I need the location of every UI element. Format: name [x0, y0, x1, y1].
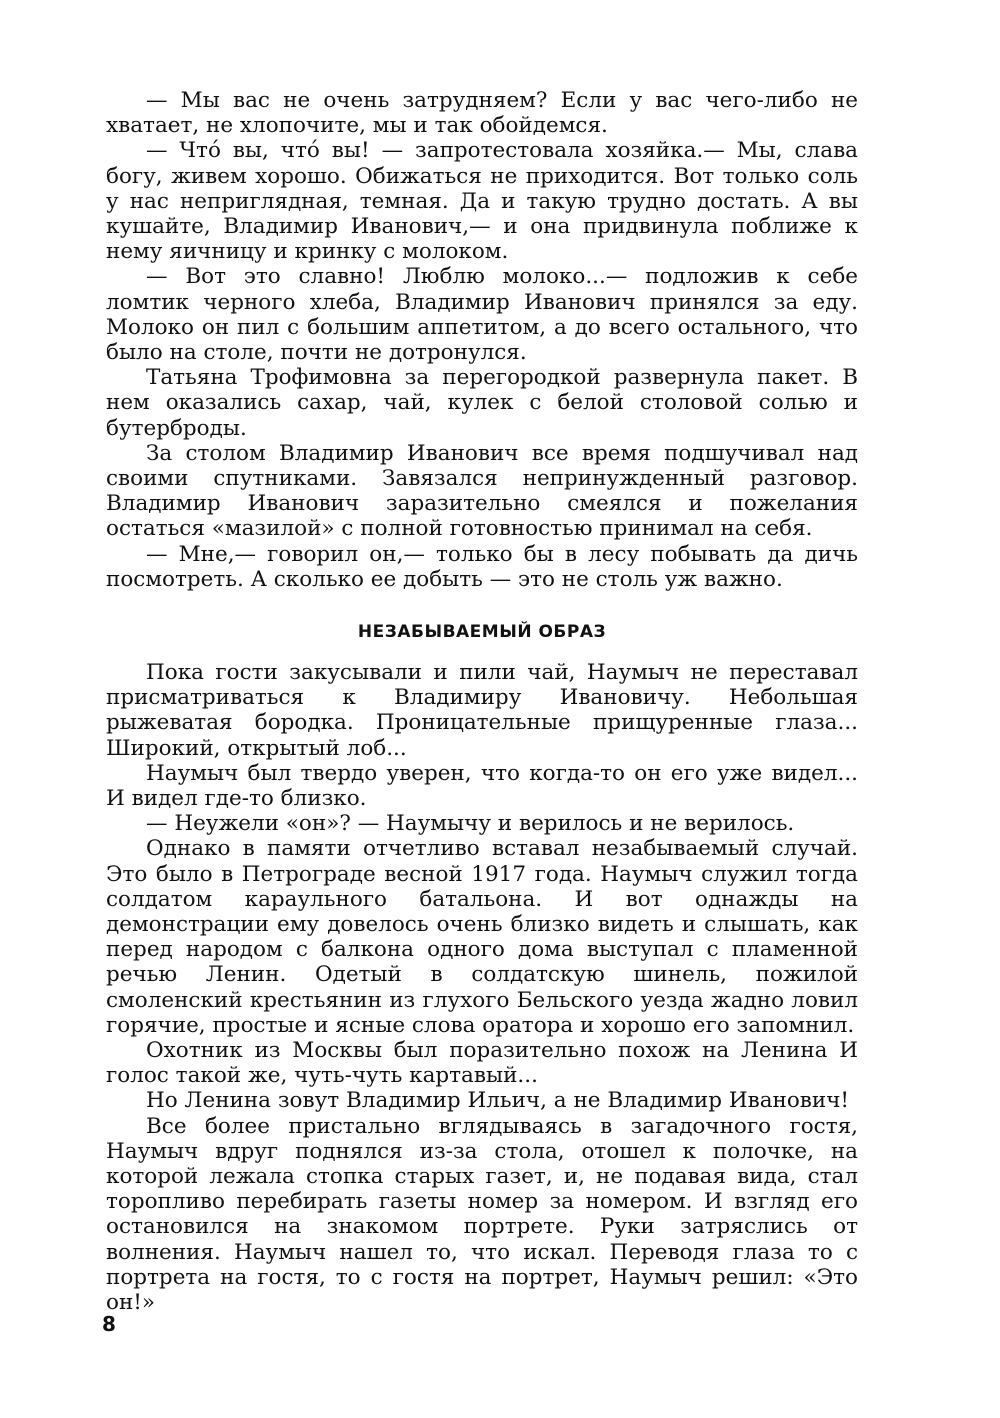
- page-number: 8: [102, 1312, 116, 1336]
- paragraph: Татьяна Трофимовна за перегородкой развернула пакет. В нем оказались сахар, чай, кулек с белой столовой солью и бутерброды.: [106, 365, 858, 441]
- paragraph: Но Ленина зовут Владимир Ильич, а не Владимир Иванович!: [146, 1088, 850, 1114]
- text-section-2: [106, 660, 858, 1315]
- paragraph: Охотник из Москвы был поразительно похож на Ленина И голос такой же, чуть-чуть картавый...: [106, 1038, 858, 1089]
- paragraph: За столом Владимир Иванович все время подшучивал над своими спутниками. Завязался непринужденный разговор. Владимир Иванович заразительно смеялся и пожелания остаться «мазилой» с полной готовностью принимал на себя.: [106, 440, 858, 542]
- paragraph: Однако в памяти отчетливо вставал незабываемый случай. Это было в Петрограде весной 1917 года. Наумыч служил тогда солдатом караульного батальона. И вот однажды на демонстрации ему довелось очень близко видеть и слышать, как перед народом с балкона одного дома выступал с пламенной речью Ленин. Одетый в солдатскую шинель, пожилой смоленский крестьянин из глухого Бельского уезда жадно ловил горячие, простые и ясные слова оратора и хорошо его запомнил.: [106, 836, 858, 1038]
- paragraph: — Неужели «он»? — Наумычу и верилось и не верилось.: [146, 811, 795, 837]
- section-heading: НЕЗАБЫВАЕМЫЙ ОБРАЗ: [357, 622, 607, 642]
- text-section-1: [106, 88, 858, 592]
- paragraph: — Мы вас не очень затрудняем? Если у вас чего-либо не хватает, не хлопочите, мы и так обойдемся.: [106, 88, 858, 139]
- paragraph: Все более пристально вглядываясь в загадочного гостя, Наумыч вдруг поднялся из-за стола, отошел к полочке, на которой лежала стопка старых газет, и, не подавая вида, стал торопливо перебирать газеты номер за номером. И взгляд его остановился на знакомом портрете. Руки затряслись от волнения. Наумыч нашел то, что искал. Переводя глаза то с портрета на гостя, то с гостя на портрет, Наумыч решил: «Это он!»: [106, 1113, 858, 1316]
- paragraph: — Что́ вы, что́ вы! — запротестовала хозяйка.— Мы, слава богу, живем хорошо. Обижаться не приходится. Вот только соль у нас неприглядная, темная. Да и такую трудно достать. А вы кушайте, Владимир Иванович,— и она придвинула поближе к нему яичницу и кринку с молоком.: [106, 138, 858, 265]
- paragraph: Наумыч был твердо уверен, что когда-то он его уже видел... И видел где-то близко.: [106, 760, 858, 812]
- paragraph: — Мне,— говорил он,— только бы в лесу побывать да дичь посмотреть. А сколько ее добыть — это не столь уж важно.: [106, 541, 858, 592]
- paragraph: Пока гости закусывали и пили чай, Наумыч не переставал присматриваться к Владимиру Ивановичу. Небольшая рыжеватая бородка. Проницательные прищуренные глаза... Широкий, открытый лоб...: [106, 660, 858, 761]
- paragraph: — Вот это славно! Люблю молоко...— подложив к себе ломтик черного хлеба, Владимир Иванович принялся за еду. Молоко он пил с большим аппетитом, а до всего остального, что было на столе, почти не дотронулся.: [106, 264, 858, 366]
